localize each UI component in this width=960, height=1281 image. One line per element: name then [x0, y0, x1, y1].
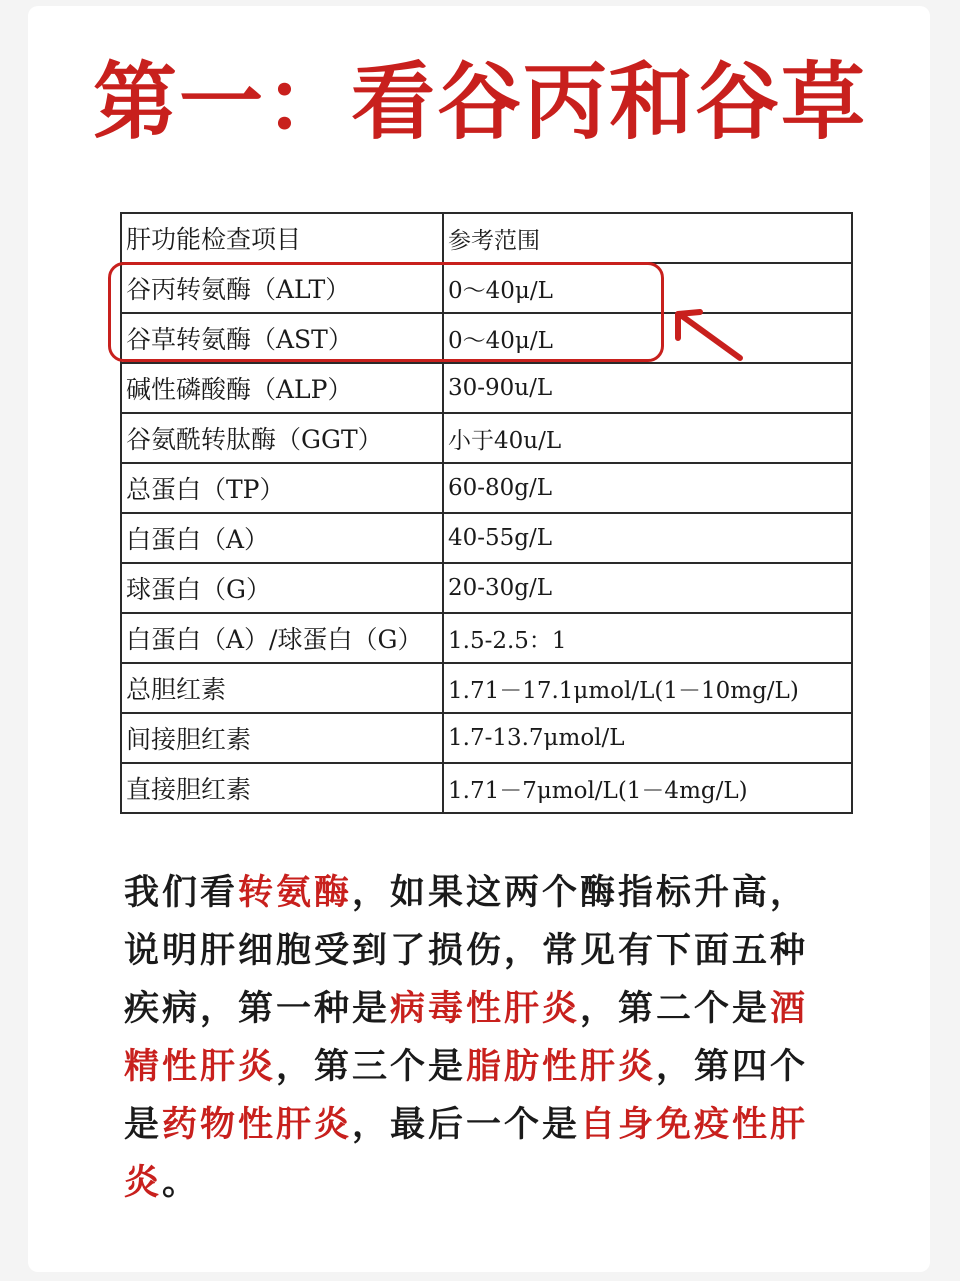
row-range: 40-55g/L [443, 513, 852, 563]
row-item: 白蛋白（A）/球蛋白（G） [121, 613, 443, 663]
highlight-alcoholic-hepatitis: 酒精性肝炎 [124, 988, 809, 1087]
row-range: 1.7-13.7μmol/L [443, 713, 852, 763]
table-row [121, 413, 852, 463]
table-row [121, 763, 852, 813]
header-item: 肝功能检查项目 [121, 213, 443, 263]
paragraph-text: ，第四个是 [124, 1046, 809, 1145]
row-item: 碱性磷酸酶（ALP） [121, 363, 443, 413]
table-row [121, 363, 852, 413]
header-range: 参考范围 [443, 213, 852, 263]
table-row [121, 463, 852, 513]
table-row [121, 513, 852, 563]
highlight-drug-hepatitis: 药物性肝炎 [162, 1104, 353, 1145]
row-range: 0～40μ/L [443, 263, 852, 313]
row-item: 谷草转氨酶（AST） [121, 313, 443, 363]
row-range: 30-90u/L [443, 363, 852, 413]
row-range: 1.5-2.5：1 [443, 613, 852, 663]
highlight-transaminase: 转氨酶 [238, 872, 353, 913]
row-item: 白蛋白（A） [121, 513, 443, 563]
paragraph-text: ，第三个是 [276, 1046, 467, 1087]
row-item: 间接胆红素 [121, 713, 443, 763]
paragraph-text: 。 [162, 1162, 201, 1203]
table-row [121, 713, 852, 763]
paragraph-text: ，最后一个是 [352, 1104, 581, 1145]
row-item: 球蛋白（G） [121, 563, 443, 613]
row-item: 谷丙转氨酶（ALT） [121, 263, 443, 313]
table-header-row [121, 213, 852, 263]
row-range: 1.71－17.1μmol/L(1－10mg/L) [443, 663, 852, 713]
row-range: 60-80g/L [443, 463, 852, 513]
highlight-autoimmune-hepatitis: 自身免疫性肝炎 [124, 1104, 809, 1203]
highlight-fatty-hepatitis: 脂肪性肝炎 [466, 1046, 657, 1087]
table-row [121, 613, 852, 663]
row-item: 总蛋白（TP） [121, 463, 443, 513]
row-item: 总胆红素 [121, 663, 443, 713]
page-title: 第一：看谷丙和谷草 [92, 53, 867, 151]
paragraph-text: ，第二个是 [580, 988, 771, 1029]
row-range: 0～40μ/L [443, 313, 852, 363]
explanation-paragraph [124, 864, 834, 1212]
paragraph-text: 我们看 [124, 872, 239, 913]
row-range: 1.71－7μmol/L(1－4mg/L) [443, 763, 852, 813]
row-item: 谷氨酰转肽酶（GGT） [121, 413, 443, 463]
liver-function-table [120, 212, 853, 814]
arrow-pointing-up-left-icon [668, 306, 748, 366]
row-range: 小于40u/L [443, 413, 852, 463]
table-row [121, 563, 852, 613]
highlight-viral-hepatitis: 病毒性肝炎 [390, 988, 581, 1029]
table-row [121, 663, 852, 713]
paragraph-text: ，如果这两个酶指标升高，说明肝细胞受到了损伤，常见有下面五种疾病，第一种是 [124, 872, 809, 1029]
row-item: 直接胆红素 [121, 763, 443, 813]
row-range: 20-30g/L [443, 563, 852, 613]
